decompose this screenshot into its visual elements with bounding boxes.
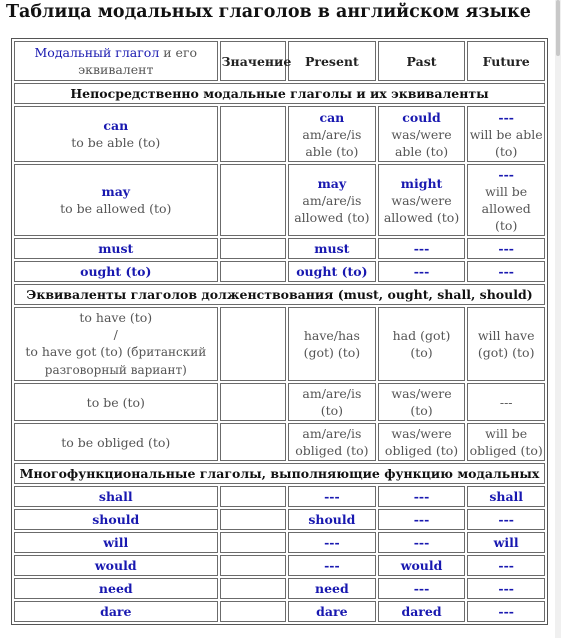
present-cell: am/are/is (to) bbox=[288, 383, 376, 421]
verb-cell bbox=[14, 578, 218, 599]
past-cell: could was/were able (to) bbox=[378, 106, 466, 162]
verb-link[interactable]: need bbox=[98, 581, 133, 596]
verb-cell: can to be able (to) bbox=[14, 106, 218, 162]
header-verb-link[interactable]: Модальный глагол bbox=[34, 45, 160, 60]
present-cell: --- bbox=[288, 555, 376, 576]
future-cell: --- bbox=[467, 555, 545, 576]
table-row bbox=[14, 555, 545, 576]
future-cell: shall bbox=[467, 486, 545, 507]
past-cell: was/were obliged (to) bbox=[378, 423, 466, 461]
future-cell: --- bbox=[467, 601, 545, 622]
meaning-cell bbox=[220, 164, 287, 236]
present-cell: can am/are/is able (to) bbox=[288, 106, 376, 162]
past-cell: --- bbox=[378, 532, 466, 553]
verb-link[interactable]: will bbox=[103, 535, 129, 550]
table-row bbox=[14, 238, 545, 259]
table-row bbox=[14, 532, 545, 553]
present-cell: dare bbox=[288, 601, 376, 622]
past-cell: was/were (to) bbox=[378, 383, 466, 421]
meaning-cell bbox=[220, 578, 287, 599]
header-future: Future bbox=[467, 41, 545, 81]
verb-link[interactable]: would bbox=[94, 558, 137, 573]
header-row bbox=[14, 41, 545, 81]
future-cell: will be obliged (to) bbox=[467, 423, 545, 461]
meaning-cell bbox=[220, 423, 287, 461]
section-row bbox=[14, 284, 545, 305]
verb-cell: to be obliged (to) bbox=[14, 423, 218, 461]
meaning-cell bbox=[220, 601, 287, 622]
section-row bbox=[14, 463, 545, 484]
table-row bbox=[14, 261, 545, 282]
present-cell: ought (to) bbox=[288, 261, 376, 282]
table-row bbox=[14, 601, 545, 622]
verb-link[interactable]: shall bbox=[98, 489, 133, 504]
table-row bbox=[14, 509, 545, 530]
present-cell: must bbox=[288, 238, 376, 259]
future-cell: --- will be able (to) bbox=[467, 106, 545, 162]
meaning-cell bbox=[220, 238, 287, 259]
present-cell: --- bbox=[288, 532, 376, 553]
past-cell: --- bbox=[378, 486, 466, 507]
header-present: Present bbox=[288, 41, 376, 81]
table-row bbox=[14, 423, 545, 461]
header-meaning: Значение bbox=[220, 41, 287, 81]
future-cell: --- bbox=[467, 261, 545, 282]
meaning-cell bbox=[220, 509, 287, 530]
modal-verbs-table-wrap bbox=[11, 38, 548, 625]
section-title-2: Эквиваленты глаголов долженствования (must, ought, shall, should) bbox=[14, 284, 545, 305]
scrollbar-thumb[interactable] bbox=[556, 0, 560, 56]
future-cell: --- bbox=[467, 509, 545, 530]
header-past: Past bbox=[378, 41, 466, 81]
meaning-cell bbox=[220, 307, 287, 381]
meaning-cell bbox=[220, 555, 287, 576]
future-cell: --- bbox=[467, 578, 545, 599]
section-title-1: Непосредственно модальные глаголы и их эквиваленты bbox=[14, 83, 545, 104]
vertical-scrollbar[interactable] bbox=[555, 0, 561, 638]
verb-cell: may to be allowed (to) bbox=[14, 164, 218, 236]
present-cell: need bbox=[288, 578, 376, 599]
header-verb: Модальный глагол и его эквивалент bbox=[14, 41, 218, 81]
section-row bbox=[14, 83, 545, 104]
present-cell: may am/are/is allowed (to) bbox=[288, 164, 376, 236]
future-cell: will have (got) (to) bbox=[467, 307, 545, 381]
past-cell: might was/were allowed (to) bbox=[378, 164, 466, 236]
verb-link[interactable]: must bbox=[98, 241, 134, 256]
verb-cell bbox=[14, 261, 218, 282]
table-row bbox=[14, 106, 545, 162]
future-cell: --- will be allowed (to) bbox=[467, 164, 545, 236]
meaning-cell bbox=[220, 106, 287, 162]
future-cell: will bbox=[467, 532, 545, 553]
past-cell: --- bbox=[378, 578, 466, 599]
verb-cell bbox=[14, 601, 218, 622]
verb-link[interactable]: ought (to) bbox=[80, 264, 152, 279]
verb-cell bbox=[14, 238, 218, 259]
meaning-cell bbox=[220, 486, 287, 507]
table-row bbox=[14, 164, 545, 236]
past-cell: dared bbox=[378, 601, 466, 622]
verb-cell bbox=[14, 532, 218, 553]
past-cell: --- bbox=[378, 509, 466, 530]
meaning-cell bbox=[220, 383, 287, 421]
past-cell: --- bbox=[378, 261, 466, 282]
meaning-cell bbox=[220, 532, 287, 553]
verb-link[interactable]: should bbox=[92, 512, 140, 527]
verb-cell: to have (to) / to have got (to) (британский разговорный вариант) bbox=[14, 307, 218, 381]
meaning-cell bbox=[220, 261, 287, 282]
verb-link[interactable]: can bbox=[103, 118, 129, 133]
present-cell: am/are/is obliged (to) bbox=[288, 423, 376, 461]
verb-cell bbox=[14, 555, 218, 576]
past-cell: --- bbox=[378, 238, 466, 259]
section-title-3: Многофункциональные глаголы, выполняющие функцию модальных bbox=[14, 463, 545, 484]
present-cell: should bbox=[288, 509, 376, 530]
verb-link[interactable]: may bbox=[101, 184, 131, 199]
verb-cell: to be (to) bbox=[14, 383, 218, 421]
present-cell: --- bbox=[288, 486, 376, 507]
page-title: Таблица модальных глаголов в английском языке bbox=[6, 2, 531, 22]
verb-cell bbox=[14, 486, 218, 507]
present-cell: have/has (got) (to) bbox=[288, 307, 376, 381]
past-cell: would bbox=[378, 555, 466, 576]
table-row bbox=[14, 383, 545, 421]
future-cell: --- bbox=[467, 238, 545, 259]
verb-cell bbox=[14, 509, 218, 530]
past-cell: had (got) (to) bbox=[378, 307, 466, 381]
table-row bbox=[14, 486, 545, 507]
modal-verbs-table bbox=[11, 38, 548, 625]
future-cell: --- bbox=[467, 383, 545, 421]
table-row bbox=[14, 578, 545, 599]
verb-link[interactable]: dare bbox=[100, 604, 132, 619]
table-row bbox=[14, 307, 545, 381]
